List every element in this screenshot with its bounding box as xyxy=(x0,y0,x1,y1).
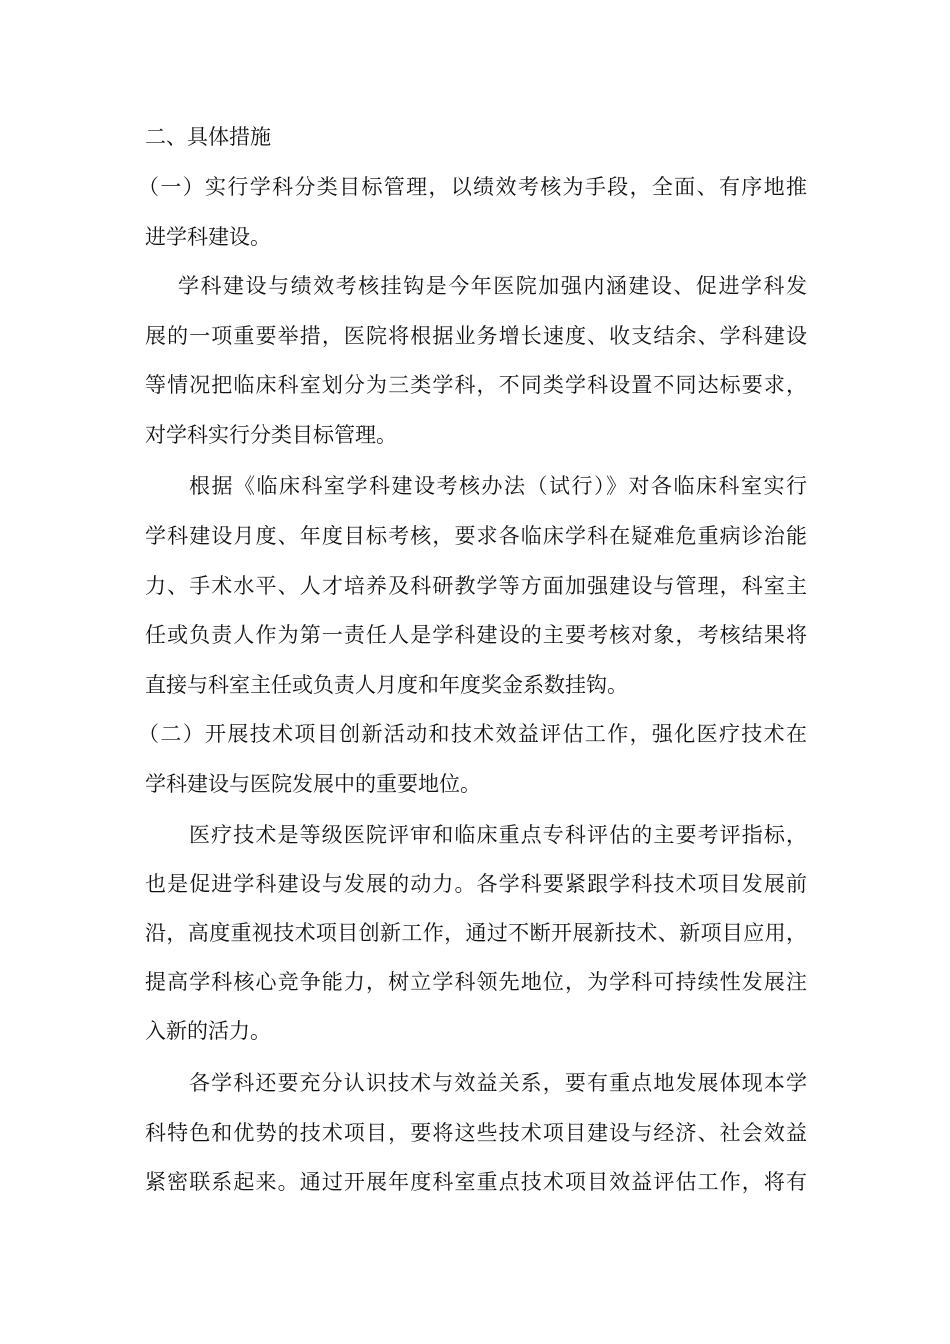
paragraph-2-line-5: 直接与科室主任或负责人月度和年度奖金系数挂钩。 xyxy=(145,673,628,697)
paragraph-2-line-3: 力、手术水平、人才培养及科研教学等方面加强建设与管理，科室主 xyxy=(145,574,807,598)
subsection-2-heading-line-1: （二）开展技术项目创新活动和技术效益评估工作，强化医疗技术在 xyxy=(138,722,807,746)
paragraph-1-line-1: 学科建设与绩效考核挂钩是今年医院加强内涵建设、促进学科发 xyxy=(178,274,807,298)
paragraph-3-line-2: 也是促进学科建设与发展的动力。各学科要紧跟学科技术项目发展前 xyxy=(145,872,807,896)
paragraph-1-line-4: 对学科实行分类目标管理。 xyxy=(145,423,397,447)
paragraph-1-line-2: 展的一项重要举措，医院将根据业务增长速度、收支结余、学科建设 xyxy=(145,324,807,348)
subsection-1-heading-line-1: （一）实行学科分类目标管理，以绩效考核为手段，全面、有序地推 xyxy=(138,175,807,199)
paragraph-3-line-1: 医疗技术是等级医院评审和临床重点专科评估的主要考评指标， xyxy=(189,823,807,847)
paragraph-2-line-2: 学科建设月度、年度目标考核，要求各临床学科在疑难危重病诊治能 xyxy=(145,524,807,548)
paragraph-4-line-1: 各学科还要充分认识技术与效益关系，要有重点地发展体现本学 xyxy=(189,1071,807,1095)
subsection-1-heading-line-2: 进学科建设。 xyxy=(145,225,271,249)
paragraph-4-line-2: 科特色和优势的技术项目，要将这些技术项目建设与经济、社会效益 xyxy=(145,1121,807,1145)
section-heading: 二、具体措施 xyxy=(145,125,271,149)
paragraph-2-line-1: 根据《临床科室学科建设考核办法（试行）》对各临床科室实行 xyxy=(189,474,807,498)
paragraph-3-line-5: 入新的活力。 xyxy=(145,1019,271,1043)
paragraph-1-line-3: 等情况把临床科室划分为三类学科，不同类学科设置不同达标要求， xyxy=(145,373,807,397)
subsection-2-heading-line-2: 学科建设与医院发展中的重要地位。 xyxy=(145,772,481,796)
paragraph-2-line-4: 任或负责人作为第一责任人是学科建设的主要考核对象，考核结果将 xyxy=(145,623,807,647)
paragraph-3-line-4: 提高学科核心竞争能力，树立学科领先地位，为学科可持续性发展注 xyxy=(145,970,807,994)
paragraph-4-line-3: 紧密联系起来。通过开展年度科室重点技术项目效益评估工作，将有 xyxy=(145,1170,807,1194)
paragraph-3-line-3: 沿，高度重视技术项目创新工作，通过不断开展新技术、新项目应用， xyxy=(145,921,807,945)
